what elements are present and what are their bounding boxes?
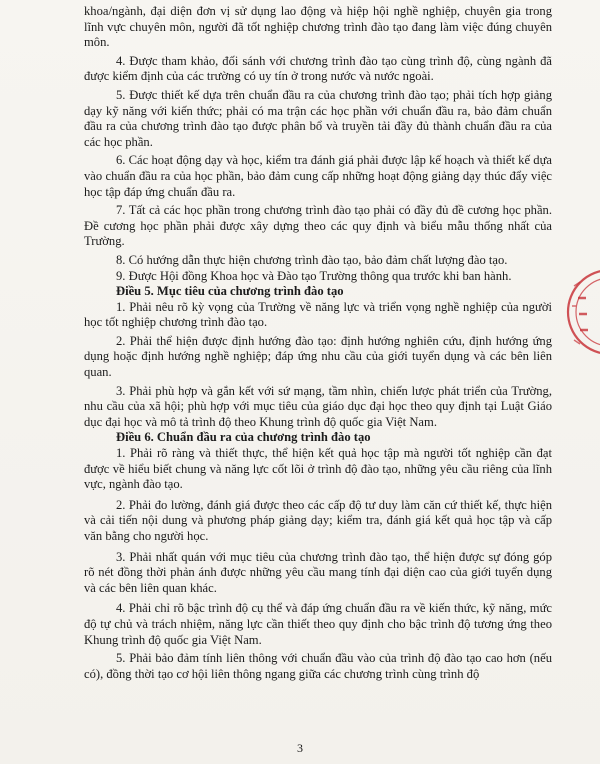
official-seal-stamp: [566, 262, 600, 362]
article-6-item-5: 5. Phải bảo đảm tính liên thông với chuẩn đầu vào của trình độ đào tạo cao hơn (nếu có), đồng thời tạo cơ hội liên thông ngang giữa các chương trình cùng trình độ: [84, 651, 552, 681]
paragraph-item-8: 8. Có hướng dẫn thực hiện chương trình đào tạo, bảo đảm chất lượng đào tạo.: [116, 252, 508, 267]
article-5-item-1: 1. Phải nêu rõ kỳ vọng của Trường về năng lực và triển vọng nghề nghiệp của người học tốt nghiệp chương trình đào tạo.: [84, 299, 552, 330]
article-6-item-3: 3. Phải nhất quán với mục tiêu của chương trình đào tạo, thể hiện được sự đóng góp rõ nét đồng thời phản ánh được những yêu cầu mang tính đại diện cao của giới tuyển dụng và các bên liên quan khác.: [84, 549, 552, 595]
paragraph-item-4: 4. Được tham khảo, đối sánh với chương trình đào tạo cùng trình độ, cùng ngành đã được kiểm định của các trường có uy tín ở trong nước và nước ngoài.: [84, 53, 552, 84]
paragraph: khoa/ngành, đại diện đơn vị sử dụng lao động và hiệp hội nghề nghiệp, chuyên gia trong lĩnh vực chuyên môn, người đã tốt nghiệp chương trình đào tạo đang làm việc đúng chuyên môn.: [84, 4, 552, 50]
article-6-item-4: 4. Phải chỉ rõ bậc trình độ cụ thể và đáp ứng chuẩn đầu ra về kiến thức, kỹ năng, mức độ tự chủ và trách nhiệm, năng lực cần thiết theo quy định cho bậc trình độ tương ứng theo Khung trình độ quốc gia Việt Nam.: [84, 601, 552, 647]
article-6-item-2: 2. Phải đo lường, đánh giá được theo các cấp độ tư duy làm căn cứ thiết kế, thực hiện và cải tiến nội dung và phương pháp giảng dạy; kiểm tra, đánh giá kết quả học tập và cấp văn bằng cho người học.: [84, 497, 552, 543]
paragraph-item-7: 7. Tất cả các học phần trong chương trình đào tạo phải có đầy đủ đề cương học phần. Đề cương học phần phải được xây dựng theo các quy định và biểu mẫu thống nhất của Trường.: [84, 203, 552, 249]
article-6-heading: Điều 6. Chuẩn đầu ra của chương trình đào tạo: [116, 430, 371, 445]
page-number: 3: [297, 741, 303, 755]
paragraph-item-9: 9. Được Hội đồng Khoa học và Đào tạo Trường thông qua trước khi ban hành.: [116, 268, 512, 283]
article-5-item-3: 3. Phải phù hợp và gắn kết với sứ mạng, tầm nhìn, chiến lược phát triển của Trường, nhu cầu của xã hội; phù hợp với mục tiêu của giáo dục đại học theo quy định tại Luật Giáo dục đại học và mô tả trình độ theo Khung trình độ quốc gia Việt Nam.: [84, 383, 552, 429]
document-body: [84, 4, 552, 682]
article-5-item-2: 2. Phải thể hiện được định hướng đào tạo: định hướng nghiên cứu, định hướng ứng dụng hoặc định hướng nghề nghiệp; đáp ứng nhu cầu của giới tuyển dụng và các bên liên quan.: [84, 333, 552, 380]
article-5-heading: Điều 5. Mục tiêu của chương trình đào tạo: [116, 284, 344, 299]
article-6-item-1: 1. Phải rõ ràng và thiết thực, thể hiện kết quả học tập mà người tốt nghiệp cần đạt được về hiểu biết chung và năng lực cốt lõi ở trình độ đào tạo, những yêu cầu riêng của lĩnh vực, ngành đào tạo.: [84, 446, 552, 492]
paragraph-item-6: 6. Các hoạt động dạy và học, kiểm tra đánh giá phải được lập kế hoạch và thiết kế dựa vào chuẩn đầu ra của học phần, bảo đảm cung cấp những hoạt động giảng dạy thúc đẩy việc học tập đáp ứng chuẩn đầu ra.: [84, 153, 552, 199]
paragraph-item-5: 5. Được thiết kế dựa trên chuẩn đầu ra của chương trình đào tạo; phải tích hợp giảng dạy kỹ năng với kiến thức; phải có ma trận các học phần với chuẩn đầu ra, bảo đảm chuẩn đầu ra của chương trình đào tạo được phân bổ và truyền tải đầy đủ thành chuẩn đầu ra của các học phần.: [84, 87, 552, 149]
